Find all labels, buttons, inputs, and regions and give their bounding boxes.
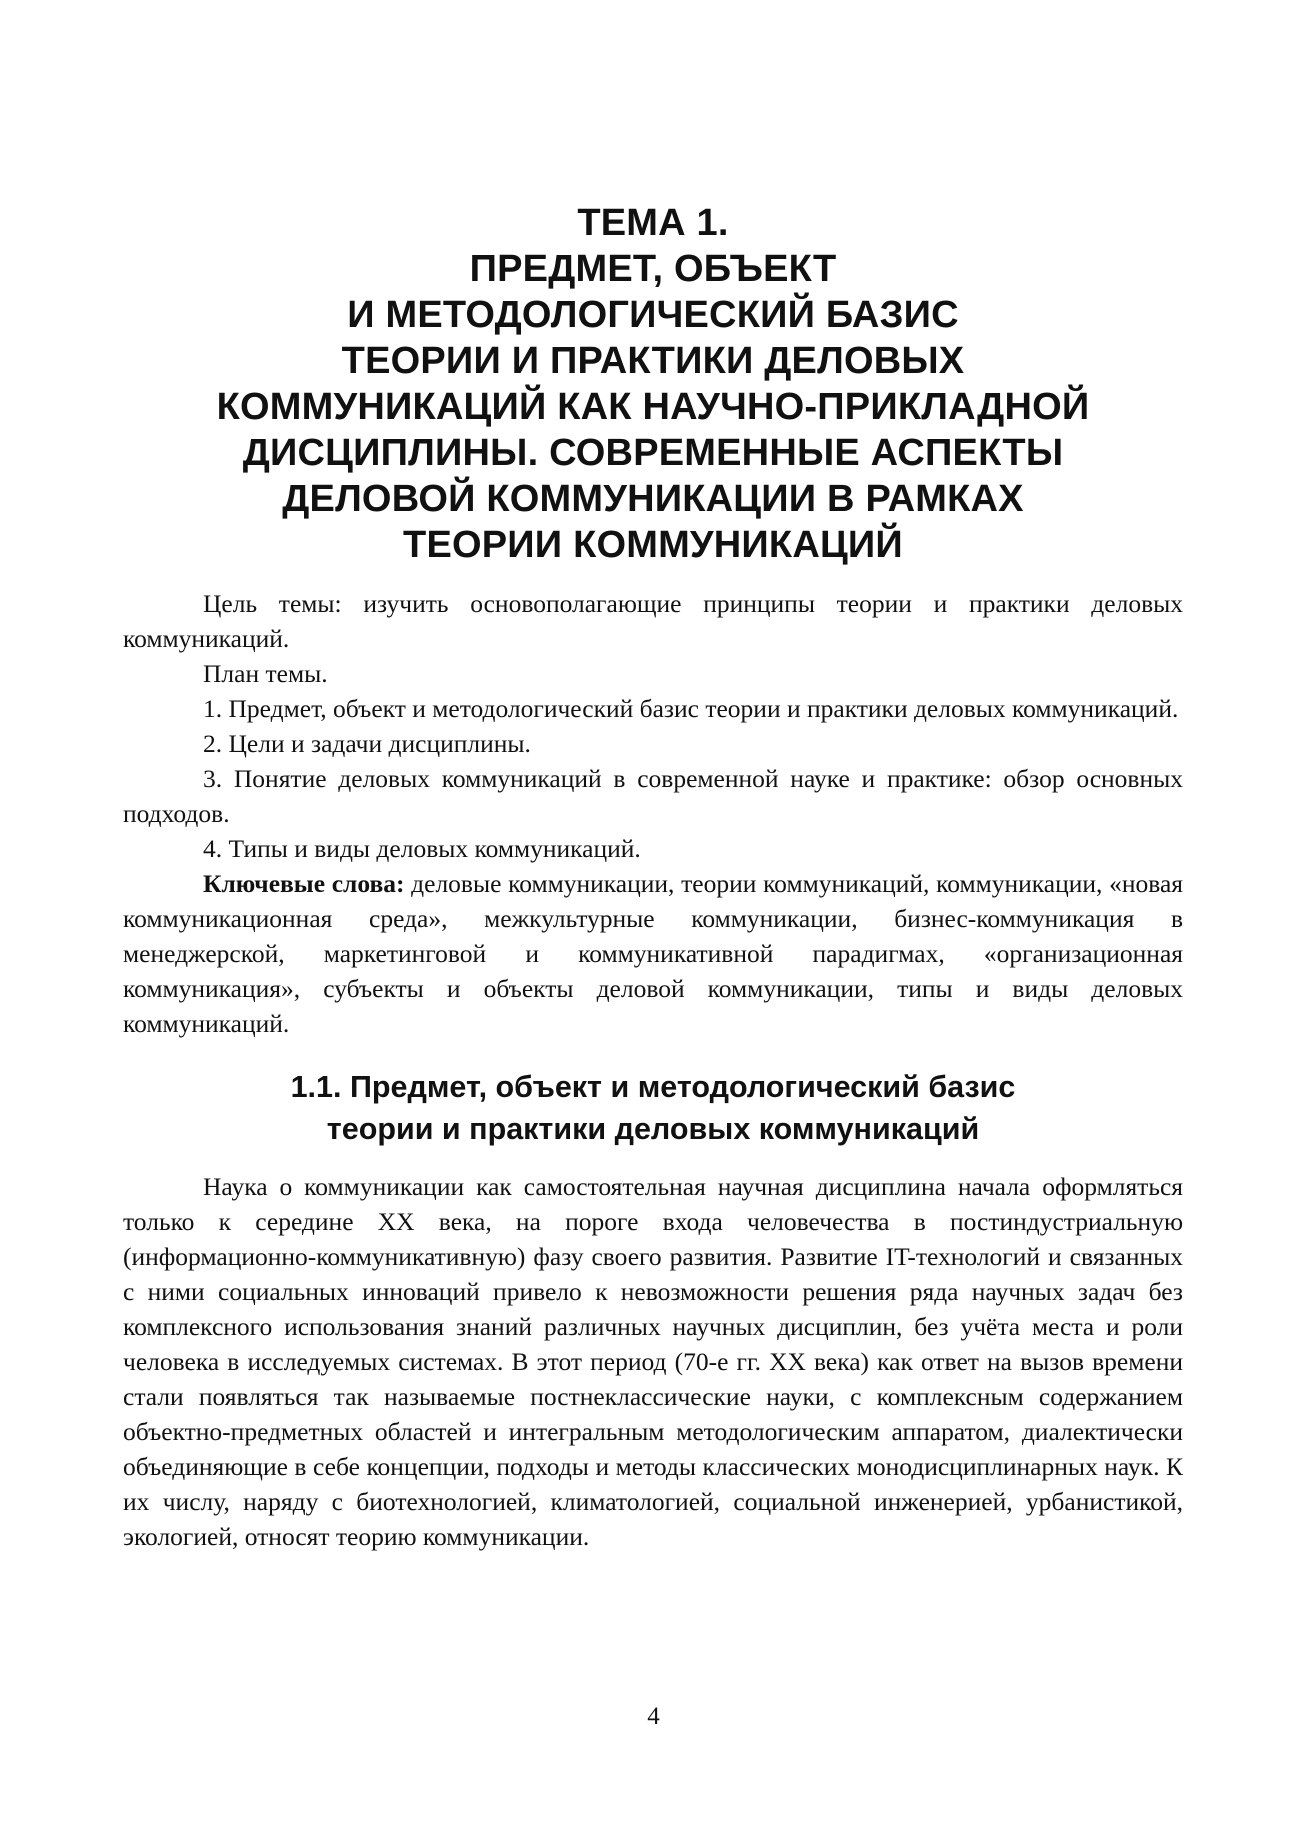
chapter-title-line: И МЕТОДОЛОГИЧЕСКИЙ БАЗИС: [347, 294, 959, 336]
page-content: [123, 200, 1183, 1554]
chapter-title-line: ДИСЦИПЛИНЫ. СОВРЕМЕННЫЕ АСПЕКТЫ: [242, 432, 1064, 474]
plan-item: 3. Понятие деловых коммуникаций в современной науке и практике: обзор основных подходов.: [123, 764, 1183, 828]
keywords-text: деловые коммуникации, теории коммуникаций, коммуникации, «новая коммуникационная среда», межкультурные коммуникации, бизнес-коммуникация в менеджерской, маркетинговой и коммуникативной парадигмах, «организационная коммуникация», субъекты и объекты деловой коммуникации, типы и виды деловых коммуникаций.: [123, 869, 1184, 1038]
section-title-line: 1.1. Предмет, объект и методологический базис: [290, 1070, 1016, 1104]
topic-goal: Цель темы: изучить основополагающие принципы теории и практики деловых коммуникаций.: [123, 589, 1183, 653]
section-title: [123, 1066, 1183, 1150]
plan-item: 1. Предмет, объект и методологический базис теории и практики деловых коммуникаций.: [203, 694, 1179, 723]
section-paragraph: Наука о коммуникации как самостоятельная научная дисциплина начала оформляться только к середине XX века, на пороге входа человечества в постиндустриальную (информационно-коммуникативную) фазу своего развития. Развитие IT-технологий и связанных с ними социальных инноваций привело к невозможности решения ряда научных задач без комплексного использования знаний различных научных дисциплин, без учёта места и роли человека в исследуемых системах. В этот период (70-е гг. XX века) как ответ на вызов времени стали появляться так называемые постнеклассические науки, с комплексным содержанием объектно-предметных областей и интегральным методологическим аппаратом, диалектически объединяющие в себе концепции, подходы и методы классических монодисциплинарных наук. К их числу, наряду с биотехнологией, климатологией, социальной инженерией, урбанистикой, экологией, относят теорию коммуникации.: [123, 1172, 1183, 1551]
plan-item: 4. Типы и виды деловых коммуникаций.: [203, 834, 641, 863]
keywords-label: Ключевые слова:: [203, 869, 405, 898]
plan-item: 2. Цели и задачи дисциплины.: [203, 729, 531, 758]
section-title-line: теории и практики деловых коммуникаций: [326, 1112, 980, 1146]
chapter-title-line: ТЕМА 1.: [577, 202, 729, 244]
chapter-title-line: КОММУНИКАЦИЙ КАК НАУЧНО-ПРИКЛАДНОЙ: [216, 386, 1090, 428]
chapter-title-line: ПРЕДМЕТ, ОБЪЕКТ: [469, 248, 837, 290]
chapter-title: [123, 200, 1183, 568]
chapter-title-line: ТЕОРИИ И ПРАКТИКИ ДЕЛОВЫХ: [341, 340, 965, 382]
chapter-title-line: ТЕОРИИ КОММУНИКАЦИЙ: [403, 524, 903, 566]
chapter-title-line: ДЕЛОВОЙ КОММУНИКАЦИИ В РАМКАХ: [282, 478, 1024, 520]
plan-heading: План темы.: [203, 659, 328, 688]
keywords-paragraph: [123, 866, 1183, 1041]
page-number: 4: [647, 1703, 660, 1730]
